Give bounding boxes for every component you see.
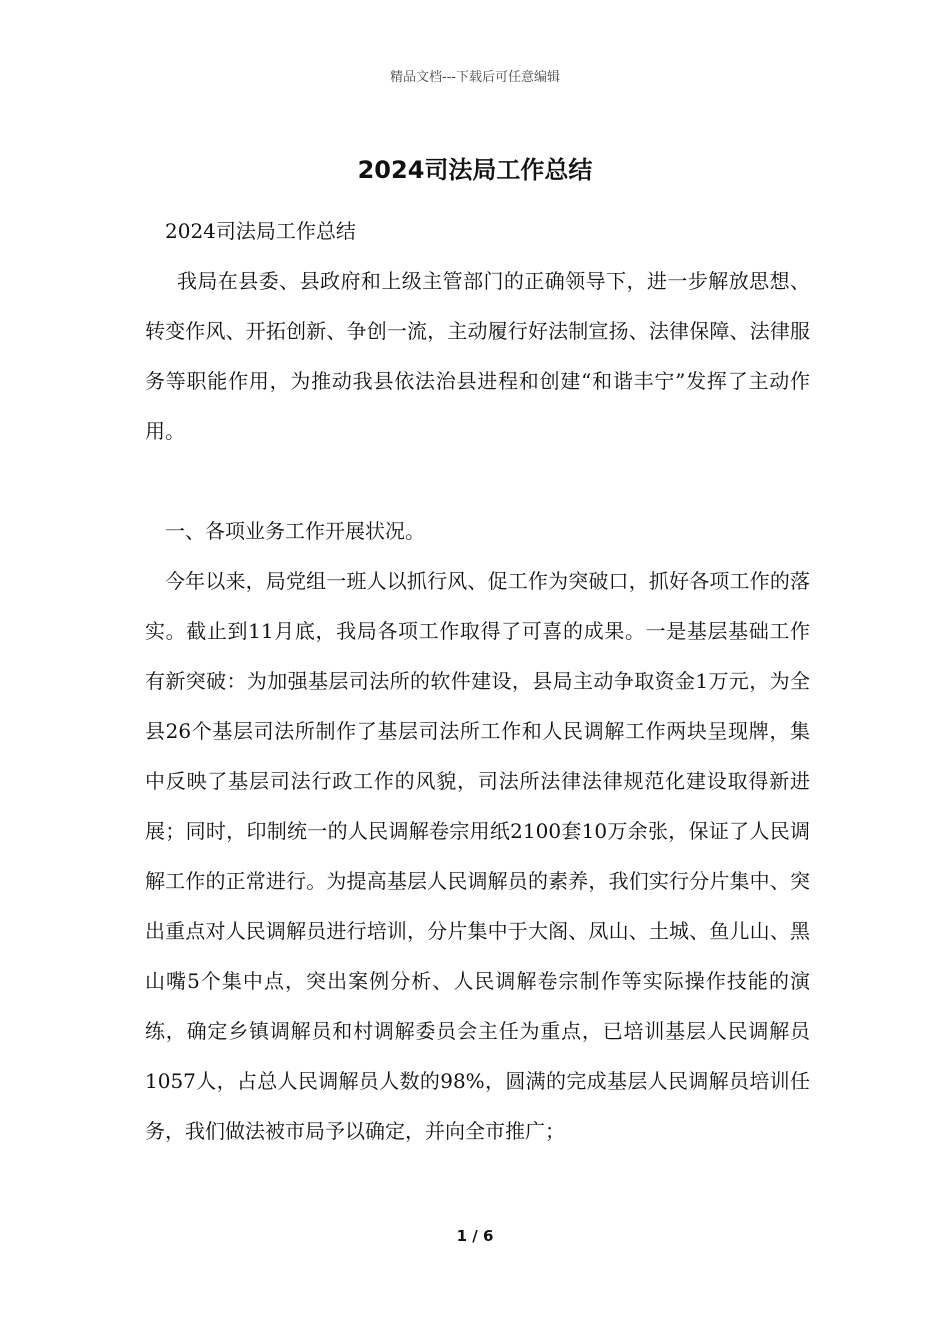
intro-paragraph: 我局在县委、县政府和上级主管部门的正确领导下，进一步解放思想、转变作风、开拓创新、争创一流，主动履行好法制宣扬、法律保障、法律服务等职能作用，为推动我县依法治县进程和创建“和谐丰宁”发挥了主动作用。 — [145, 269, 810, 443]
document-subtitle: 2024司法局工作总结 — [165, 219, 356, 243]
page-number: 1 / 6 — [456, 1227, 494, 1245]
document-body — [145, 206, 810, 1156]
section-body-paragraph: 今年以来，局党组一班人以抓行风、促工作为突破口，抓好各项工作的落实。截止到11月底，我局各项工作取得了可喜的成果。一是基层基础工作有新突破：为加强基层司法所的软件建设，县局主动争取资金1万元，为全县26个基层司法所制作了基层司法所工作和人民调解工作两块呈现牌，集中反映了基层司法行政工作的风貌，司法所法律法律规范化建设取得新进展；同时，印制统一的人民调解卷宗用纸2100套10万余张，保证了人民调解工作的正常进行。为提高基层人民调解员的素养，我们实行分片集中、突出重点对人民调解员进行培训，分片集中于大阁、凤山、土城、鱼儿山、黑山嘴5个集中点，突出案例分析、人民调解卷宗制作等实际操作技能的演练，确定乡镇调解员和村调解委员会主任为重点，已培训基层人民调解员1057人，占总人民调解员人数的98%，圆满的完成基层人民调解员培训任务，我们做法被市局予以确定，并向全市推广； — [145, 569, 810, 1143]
document-title: 2024司法局工作总结 — [357, 156, 593, 184]
section-heading: 一、各项业务工作开展状况。 — [165, 519, 425, 543]
page-header: 精品文档---下载后可任意编辑 — [389, 70, 561, 85]
